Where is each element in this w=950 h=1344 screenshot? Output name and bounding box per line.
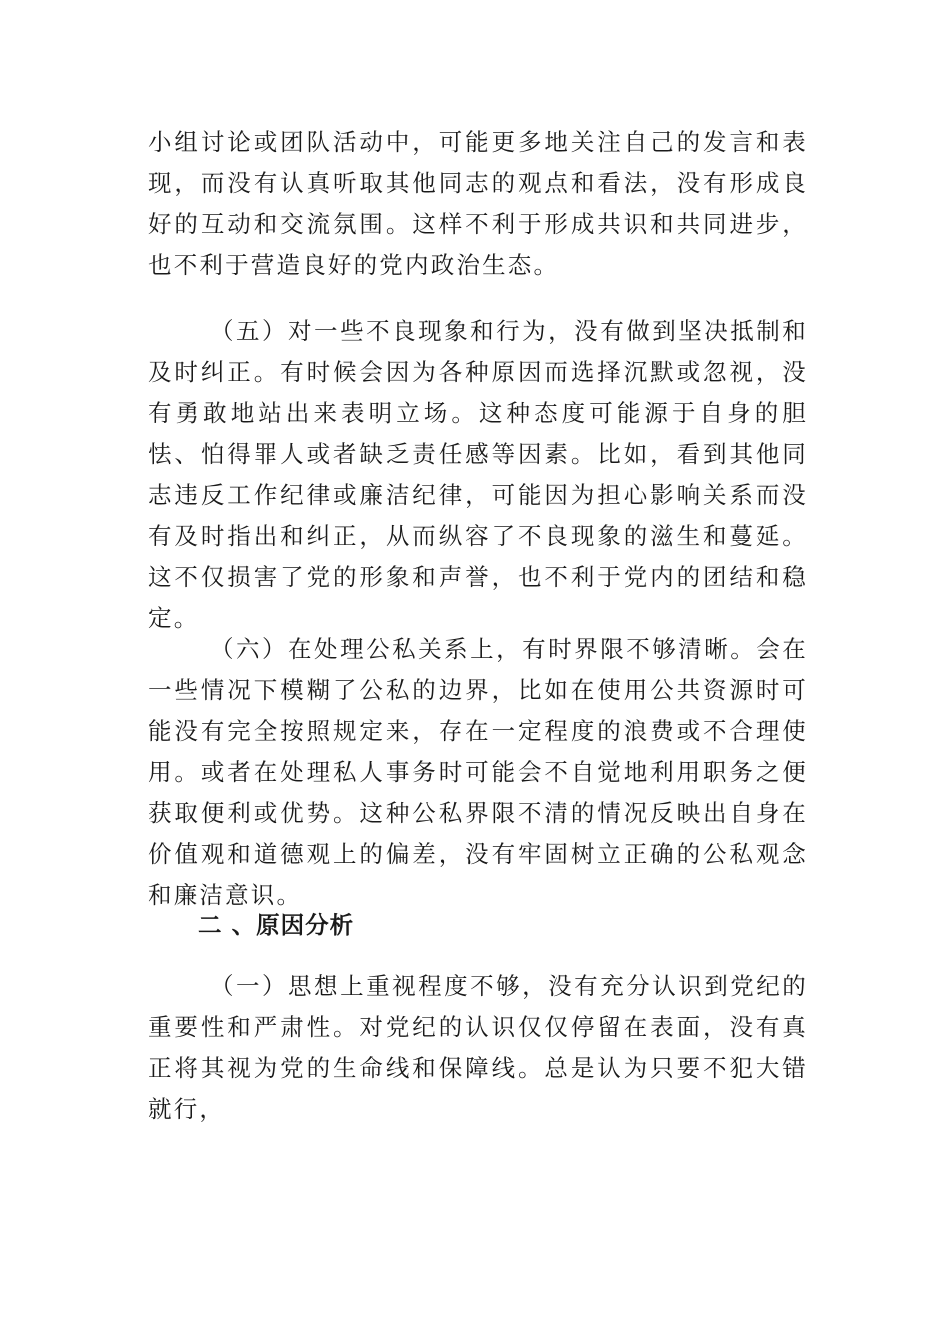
item-6-paragraph: （六）在处理公私关系上，有时界限不够清晰。会在一些情况下模糊了公私的边界，比如在使用公共资源时可能没有完全按照规定来，存在一定程度的浪费或不合理使用。或者在处理私人事务时可能会不自觉地利用职务之便获取便利或优势。这种公私界限不清的情况反映出自身在价值观和道德观上的偏差，没有牢固树立正确的公私观念和廉洁意识。 — [148, 635, 808, 909]
cause-1-paragraph: （一）思想上重视程度不够，没有充分认识到党纪的重要性和严肃性。对党纪的认识仅仅停留在表面，没有真正将其视为党的生命线和保障线。总是认为只要不犯大错就行， — [148, 972, 808, 1123]
item-5-paragraph: （五）对一些不良现象和行为，没有做到坚决抵制和及时纠正。有时候会因为各种原因而选择沉默或忽视，没有勇敢地站出来表明立场。这种态度可能源于自身的胆怯、怕得罪人或者缺乏责任感等因素。比如，看到其他同志违反工作纪律或廉洁纪律，可能因为担心影响关系而没有及时指出和纠正，从而纵容了不良现象的滋生和蔓延。这不仅损害了党的形象和声誉，也不利于党内的团结和稳定。 — [148, 317, 808, 632]
continuation-paragraph: 小组讨论或团队活动中，可能更多地关注自己的发言和表现，而没有认真听取其他同志的观点和看法，没有形成良好的互动和交流氛围。这样不利于形成共识和共同进步，也不利于营造良好的党内政治生态。 — [148, 128, 808, 279]
section-heading-cause-analysis: 二 、原因分析 — [198, 911, 355, 939]
